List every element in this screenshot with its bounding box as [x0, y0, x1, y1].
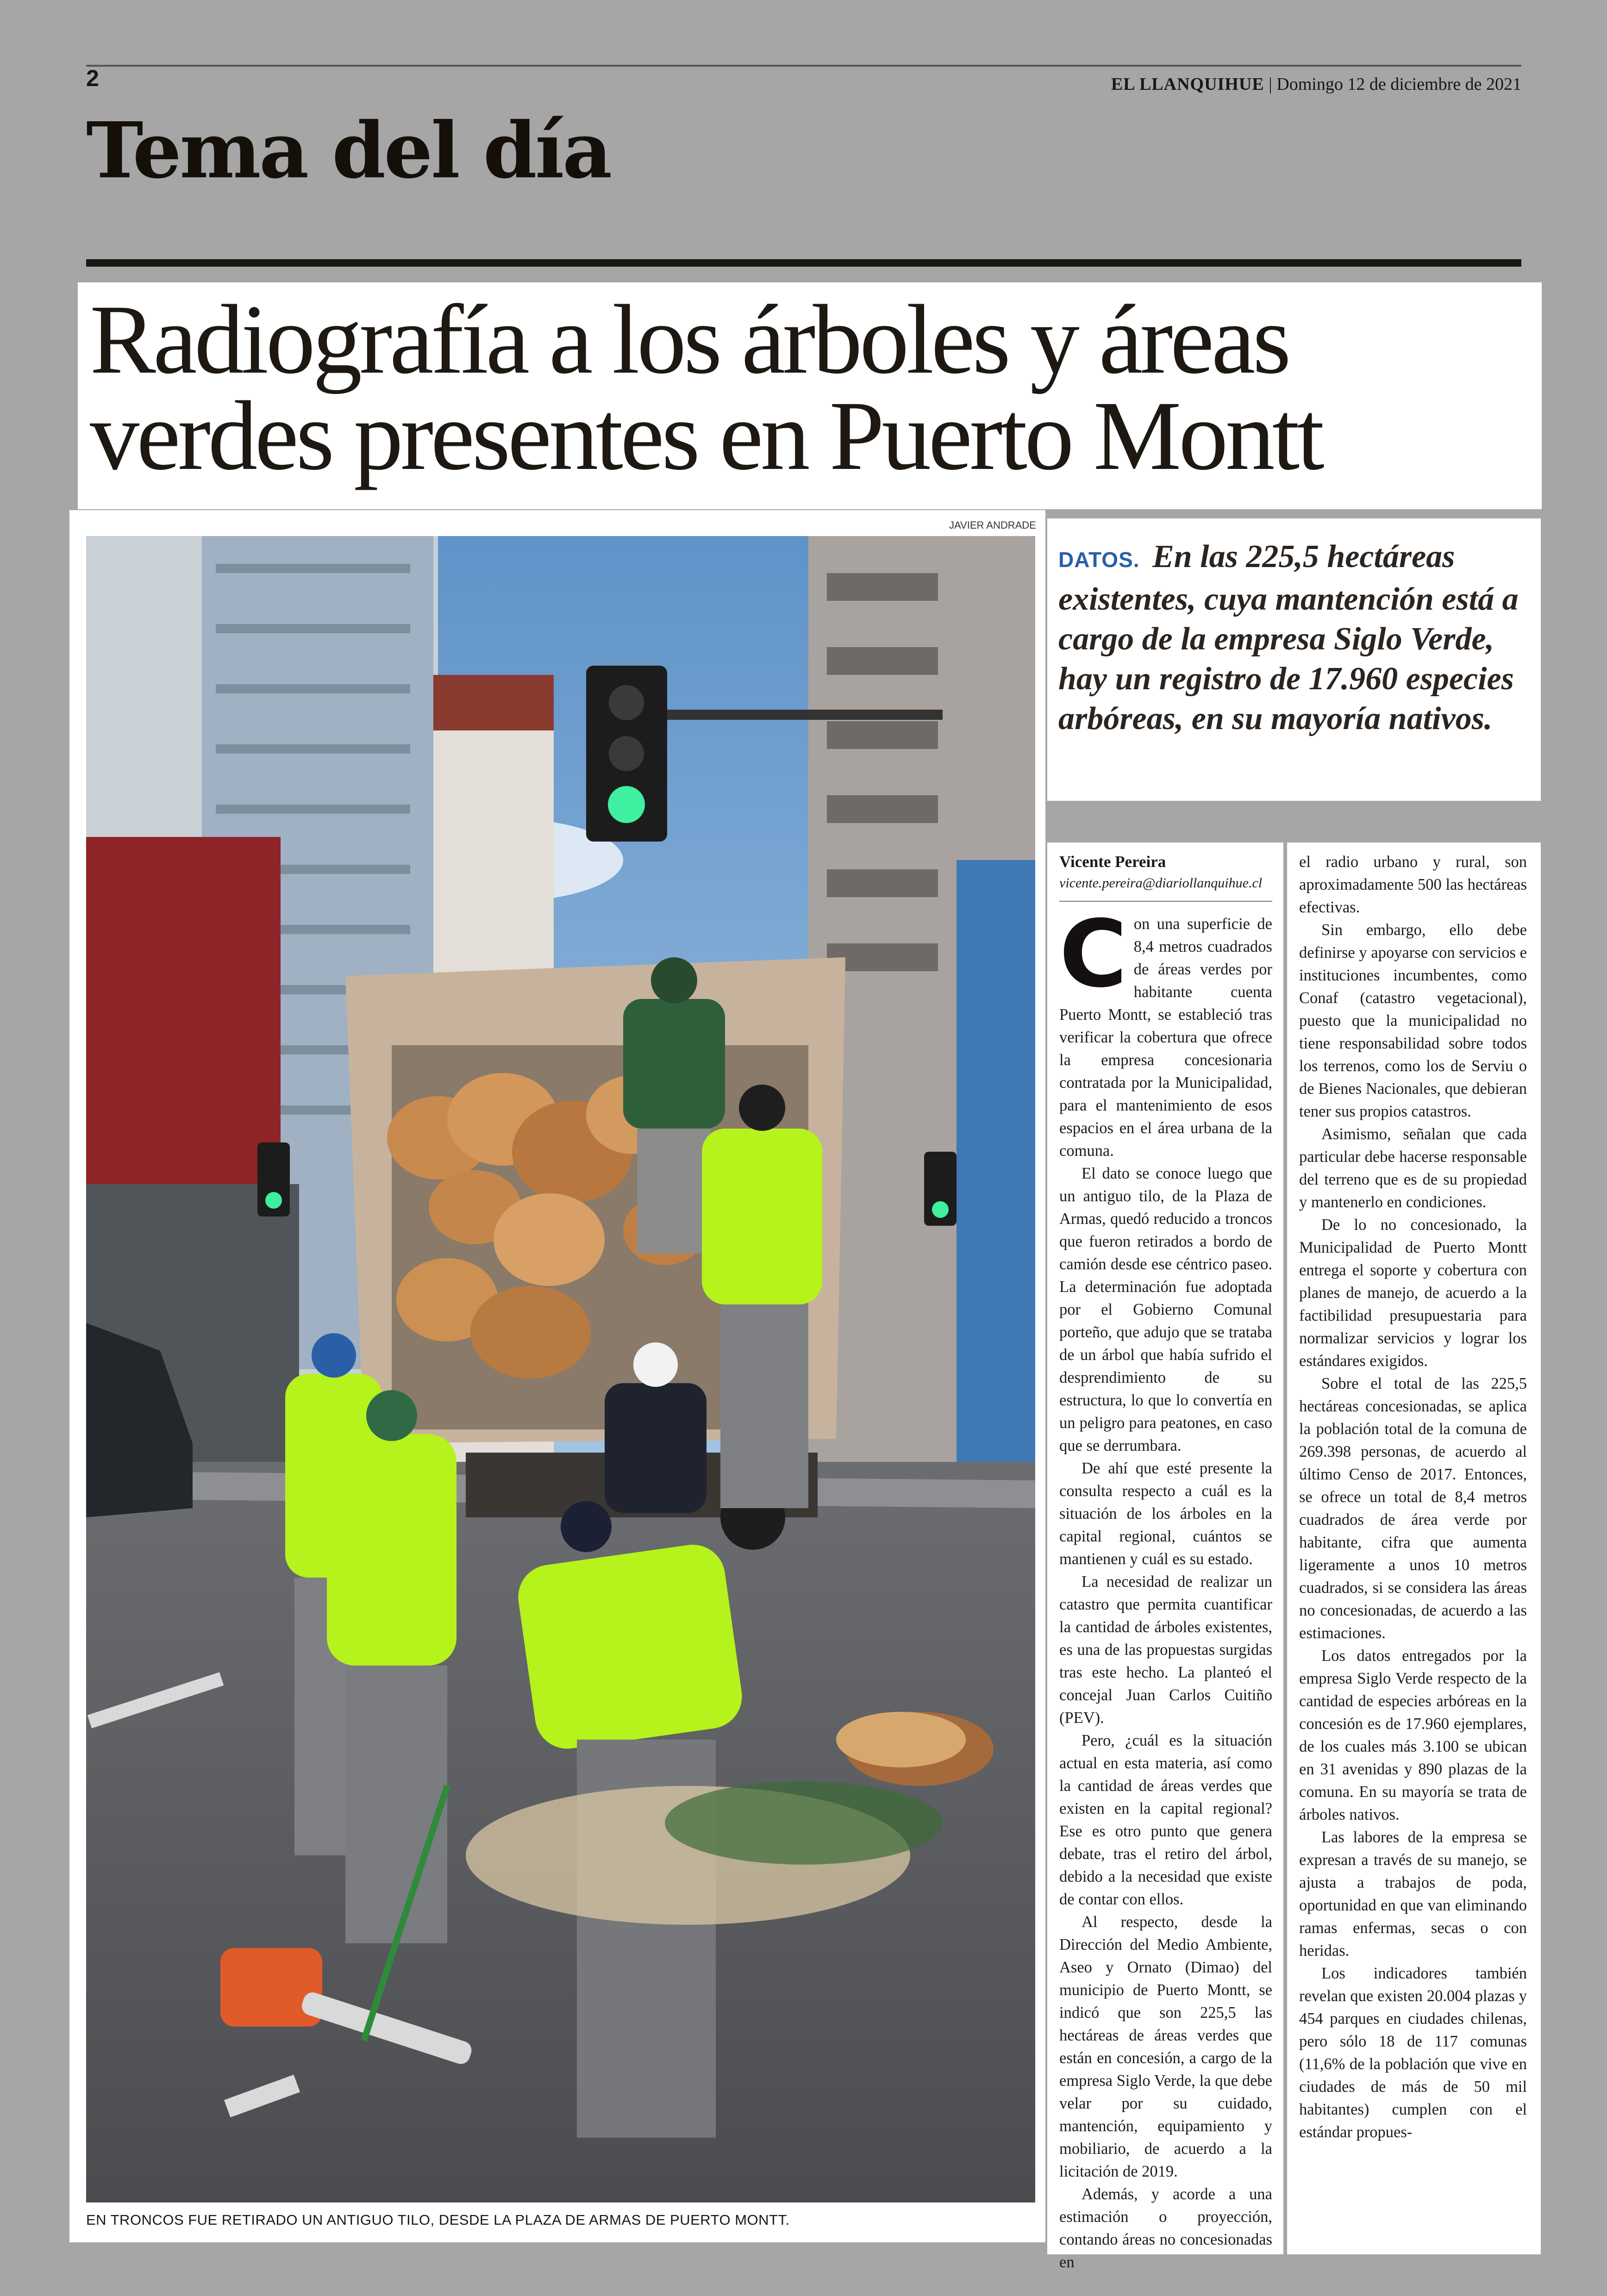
body-paragraph: De lo no concesionado, la Municipalidad de Puerto Montt entrega el soporte y cobertura con planes de manejo, de acuerdo a la factibilidad presupuestaria para normalizar servicios y lograr los estándares exigidos.: [1299, 1216, 1527, 1370]
body-paragraph: La necesidad de realizar un catastro que permita cuantificar la cantidad de árboles existentes, es una de las propuestas surgidas tras este hecho. La planteó el concejal Juan Carlos Cuitiño (PEV).: [1059, 1573, 1272, 1727]
section-rule: [86, 259, 1521, 267]
green-light: [608, 786, 645, 823]
right-blue-facade: [957, 860, 1035, 1554]
photo-caption: EN TRONCOS FUE RETIRADO UN ANTIGUO TILO, DESDE LA PLAZA DE ARMAS DE PUERTO MONTT.: [86, 2212, 790, 2228]
body-paragraph: Además, y acorde a una estimación o proyección, contando áreas no concesionadas en: [1059, 2185, 1272, 2271]
body-paragraph: Sobre el total de las 225,5 hectáreas concesionadas, se aplica la población total de la comuna de 269.398 personas, de acuerdo al último Censo de 2017. Entonces, se ofrece un total de 8,4 metros cuadrados de área verde por habitante, cifra que aumenta ligeramente a unos 10 metros cuadrados, si se considera las áreas no concesionadas, de acuerdo a las estimaciones.: [1299, 1375, 1527, 1642]
masthead-brand: EL LLANQUIHUE: [1111, 75, 1264, 94]
article-headline: Radiografía a los árboles y áreas verdes presentes en Puerto Montt: [90, 285, 1322, 491]
datos-callout: [1047, 518, 1541, 801]
building-top: [433, 675, 554, 730]
masthead: [1111, 74, 1521, 94]
dropcap: C: [1059, 900, 1127, 1008]
photo-credit: JAVIER ANDRADE: [949, 519, 1036, 531]
byline-author: Vicente Pereira: [1059, 853, 1166, 871]
worker-green-vest: [327, 1390, 456, 1943]
datos-text: En las 225,5 hectáreas existentes, cuya mantención está a cargo de la empresa Siglo Verde, hay un registro de 17.960 especies arbóreas, en su mayoría nativos.: [1058, 539, 1519, 736]
article-column-2: [1287, 842, 1541, 2254]
body-paragraph: Sin embargo, ello debe definirse y apoyarse con servicios e instituciones incumbentes, como Conaf (catastro vegetacional), puesto que la municipalidad no tiene responsabilidad sobre todos los terrenos, como los de Serviu o de Bienes Nacionales, que debieran tener sus propios catastros.: [1299, 921, 1527, 1120]
body-paragraph: Al respecto, desde la Dirección del Medio Ambiente, Aseo y Ornato (Dimao) del municipio de Puerto Montt, se indicó que son 225,5 las hectáreas de áreas verdes que están en concesión, a cargo de la empresa Siglo Verde, la que debe velar por su cuidado, mantención, equipamiento y mobiliario, de acuerdo a la licitación de 2019.: [1059, 1913, 1272, 2180]
section-title: Tema del día: [86, 106, 611, 196]
datos-paragraph: [1058, 537, 1527, 739]
body-paragraph: Los datos entregados por la empresa Siglo Verde respecto de la cantidad de especies arbóreas en la concesión es de 17.960 ejemplares, de los cuales más 3.100 se ubican en 31 avenidas y 890 plazas de la comuna. En su mayoría se trata de árboles nativos.: [1299, 1647, 1527, 1823]
body-paragraph: on una superficie de 8,4 metros cuadrados de áreas verdes por habitante cuenta Puerto Montt, se estableció tras verificar la cobertura que ofrece la empresa concesionaria contratada por la Municipalidad, para el mantenimiento de esos espacios en el área urbana de la comuna.: [1059, 915, 1272, 1160]
page-number: 2: [86, 65, 99, 91]
news-photo: [86, 536, 1035, 2202]
byline-email[interactable]: vicente.pereira@diariollanquihue.cl: [1059, 873, 1272, 902]
leaves: [665, 1781, 943, 1865]
body-paragraph: De ahí que esté presente la consulta respecto a cuál es la situación de los árboles en la capital regional, cuántos se mantienen y cuál es su estado.: [1059, 1460, 1272, 1568]
body-paragraph: Los indicadores también revelan que existen 20.004 plazas y 454 parques en ciudades chilenas, pero sólo 18 de 117 comunas (11,6% de la población que vive en ciudades de más de 50 mil habitantes) cumplen con el estándar propues-: [1299, 1965, 1527, 2141]
body-paragraph: Pero, ¿cuál es la situación actual en esta materia, así como la cantidad de áreas verdes que existen en la capital regional? Ese es otro punto que genera debate, tras el retiro del árbol, debido a la necesidad que existe de contar con ellos.: [1059, 1732, 1272, 1908]
body-paragraph: Asimismo, señalan que cada particular debe hacerse responsable del terreno que es de su propiedad y mantenerlo en condiciones.: [1299, 1125, 1527, 1211]
body-paragraph: el radio urbano y rural, son aproximadamente 500 las hectáreas efectivas.: [1299, 853, 1527, 916]
headline-box: [78, 282, 1542, 509]
body-paragraph: Las labores de la empresa se expresan a través de su manejo, se ajusta a trabajos de poda, oportunidad en que van eliminando ramas enfermas, secas o con heridas.: [1299, 1828, 1527, 1959]
masthead-separator: |: [1269, 75, 1277, 94]
article-column-1: [1047, 842, 1283, 2271]
top-rule: [86, 65, 1521, 67]
masthead-date: Domingo 12 de diciembre de 2021: [1276, 75, 1521, 94]
body-paragraph: El dato se conoce luego que un antiguo tilo, de la Plaza de Armas, quedó reducido a troncos que fueron retirados a bordo de camión desde ese céntrico paseo. La determinación fue adoptada por el Gobierno Comunal porteño, que adujo que se trataba de un árbol que había sufrido el desprendimiento de su estructura, lo que lo convertía en un peligro para peatones, en caso que se derrumbara.: [1059, 1165, 1272, 1454]
datos-label: DATOS.: [1058, 548, 1140, 572]
street-scene-illustration: [86, 536, 1035, 2202]
